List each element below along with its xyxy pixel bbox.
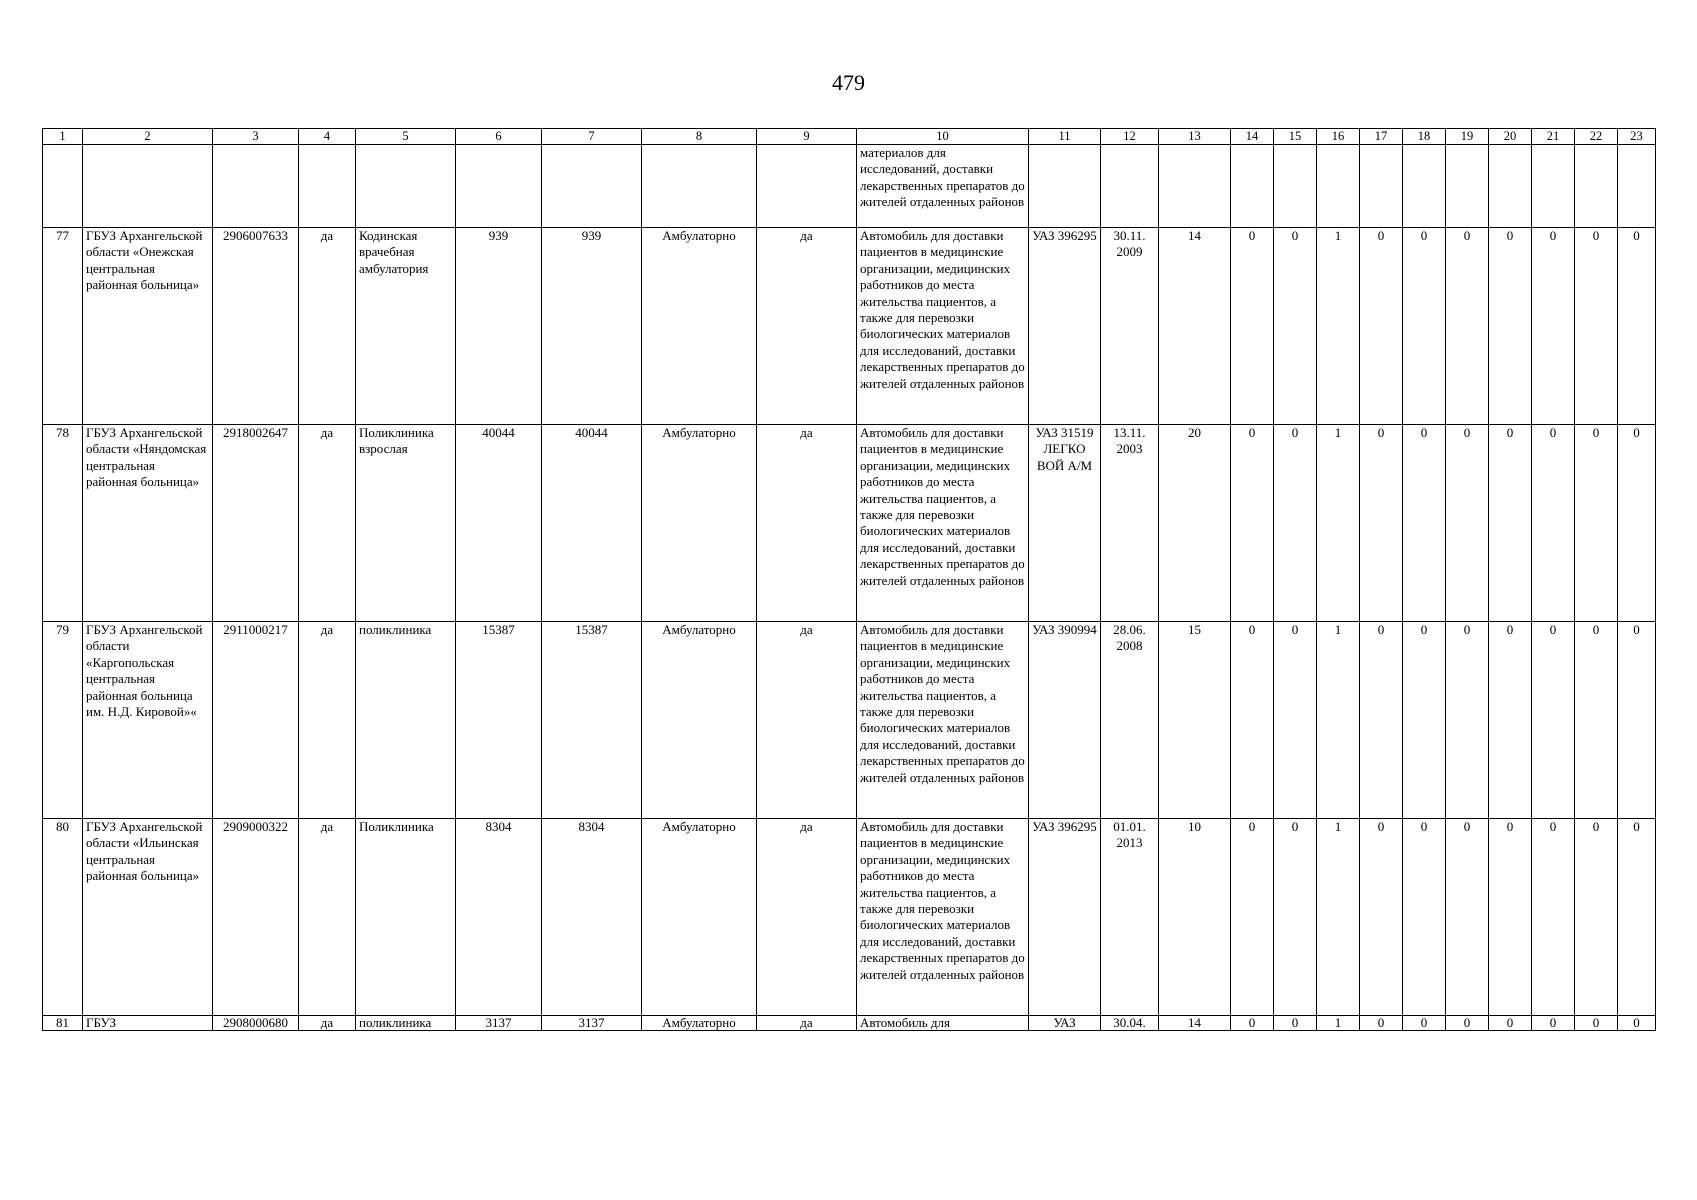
cell-col-15: 0 <box>1274 228 1317 425</box>
cell-col-15: 0 <box>1274 425 1317 622</box>
cell-col-17: 0 <box>1360 622 1403 819</box>
unit-name: Кодинская врачебная амбулатория <box>356 228 456 425</box>
cell-col-22: 0 <box>1575 1016 1618 1031</box>
registry-table <box>42 128 1656 1031</box>
cell-col-22: 0 <box>1575 819 1618 1016</box>
continuation-row <box>43 145 1656 228</box>
vehicle-purpose: Автомобиль для доставки пациентов в медицинские организации, медицинских работников до места жительства пациентов, а также для перевозки биологических материалов для исследований, доставки лекарственных препаратов до жителей отдаленных районов <box>857 228 1029 425</box>
cell-col-19: 0 <box>1446 1016 1489 1031</box>
col-header-13: 13 <box>1159 129 1231 145</box>
col-header-11: 11 <box>1029 129 1101 145</box>
cell-col-6: 8304 <box>456 819 542 1016</box>
cell-col-13: 14 <box>1159 228 1231 425</box>
col-header-21: 21 <box>1532 129 1575 145</box>
cell-col-9: да <box>757 425 857 622</box>
vehicle-model: УАЗ 390994 <box>1029 622 1101 819</box>
vehicle-model: УАЗ <box>1029 1016 1101 1031</box>
cell-col-15: 0 <box>1274 1016 1317 1031</box>
col-header-12: 12 <box>1101 129 1159 145</box>
cell-col-17: 0 <box>1360 819 1403 1016</box>
cell-col-23: 0 <box>1618 622 1656 819</box>
cell-col-7: 15387 <box>542 622 642 819</box>
cell-col-20: 0 <box>1489 1016 1532 1031</box>
cell-col-20: 0 <box>1489 622 1532 819</box>
col-header-7: 7 <box>542 129 642 145</box>
cell-col-16: 1 <box>1317 622 1360 819</box>
organization-name: ГБУЗ Архангельской области «Няндомская центральная районная больница» <box>83 425 213 622</box>
cell-col-4: да <box>299 1016 356 1031</box>
cell-col-13: 10 <box>1159 819 1231 1016</box>
cell-col-21: 0 <box>1532 228 1575 425</box>
organization-name: ГБУЗ <box>83 1016 213 1031</box>
cell-col-16: 1 <box>1317 819 1360 1016</box>
cell-col-4: да <box>299 622 356 819</box>
unit-name: поликлиника <box>356 622 456 819</box>
row-number: 81 <box>43 1016 83 1031</box>
col-header-4: 4 <box>299 129 356 145</box>
col-header-14: 14 <box>1231 129 1274 145</box>
cell-col-23: 0 <box>1618 228 1656 425</box>
cell-col-19: 0 <box>1446 425 1489 622</box>
col-header-18: 18 <box>1403 129 1446 145</box>
cell-col-20: 0 <box>1489 425 1532 622</box>
unit-name: Поликлиника <box>356 819 456 1016</box>
cell-col-21: 0 <box>1532 819 1575 1016</box>
cell-col-20: 0 <box>1489 228 1532 425</box>
vehicle-model: УАЗ 396295 <box>1029 228 1101 425</box>
cell-col-14: 0 <box>1231 425 1274 622</box>
vehicle-date: 13.11. 2003 <box>1101 425 1159 622</box>
col-header-23: 23 <box>1618 129 1656 145</box>
cell-col-16: 1 <box>1317 228 1360 425</box>
row-number: 78 <box>43 425 83 622</box>
cell-col-6: 40044 <box>456 425 542 622</box>
col-header-10: 10 <box>857 129 1029 145</box>
cell-col-6: 3137 <box>456 1016 542 1031</box>
cell-col-23: 0 <box>1618 1016 1656 1031</box>
cell-col-23: 0 <box>1618 819 1656 1016</box>
unit-name: Поликлиника взрослая <box>356 425 456 622</box>
vehicle-purpose: Автомобиль для доставки пациентов в медицинские организации, медицинских работников до места жительства пациентов, а также для перевозки биологических материалов для исследований, доставки лекарственных препаратов до жителей отдаленных районов <box>857 819 1029 1016</box>
cell-col-9: да <box>757 228 857 425</box>
cell-col-18: 0 <box>1403 1016 1446 1031</box>
vehicle-date: 30.04. <box>1101 1016 1159 1031</box>
cell-col-17: 0 <box>1360 1016 1403 1031</box>
col-header-1: 1 <box>43 129 83 145</box>
cell-col-16: 1 <box>1317 1016 1360 1031</box>
cell-col-14: 0 <box>1231 1016 1274 1031</box>
cell-col-21: 0 <box>1532 425 1575 622</box>
organization-name: ГБУЗ Архангельской области «Онежская центральная районная больница» <box>83 228 213 425</box>
cell-col-18: 0 <box>1403 228 1446 425</box>
cell-col-7: 939 <box>542 228 642 425</box>
cell-col-7: 8304 <box>542 819 642 1016</box>
cell-col-17: 0 <box>1360 228 1403 425</box>
vehicle-model: УАЗ 31519 ЛЕГКО ВОЙ А/М <box>1029 425 1101 622</box>
cell-col-13: 15 <box>1159 622 1231 819</box>
vehicle-date: 30.11. 2009 <box>1101 228 1159 425</box>
care-type: Амбулаторно <box>642 819 757 1016</box>
col-header-5: 5 <box>356 129 456 145</box>
cell-col-4: да <box>299 819 356 1016</box>
inn: 2918002647 <box>213 425 299 622</box>
vehicle-date: 28.06. 2008 <box>1101 622 1159 819</box>
vehicle-purpose: Автомобиль для <box>857 1016 1029 1031</box>
col-header-20: 20 <box>1489 129 1532 145</box>
cell-col-19: 0 <box>1446 622 1489 819</box>
vehicle-purpose: Автомобиль для доставки пациентов в медицинские организации, медицинских работников до места жительства пациентов, а также для перевозки биологических материалов для исследований, доставки лекарственных препаратов до жителей отдаленных районов <box>857 622 1029 819</box>
table-row <box>43 1016 1656 1031</box>
inn: 2906007633 <box>213 228 299 425</box>
col-header-17: 17 <box>1360 129 1403 145</box>
cell-col-22: 0 <box>1575 425 1618 622</box>
table-row <box>43 228 1656 425</box>
col-header-15: 15 <box>1274 129 1317 145</box>
cell-col-21: 0 <box>1532 1016 1575 1031</box>
cell-col-15: 0 <box>1274 622 1317 819</box>
cell-col-9: да <box>757 622 857 819</box>
cell-col-4: да <box>299 228 356 425</box>
col-header-6: 6 <box>456 129 542 145</box>
cell-col-22: 0 <box>1575 228 1618 425</box>
cell-col-19: 0 <box>1446 228 1489 425</box>
cell-col-4: да <box>299 425 356 622</box>
col-header-16: 16 <box>1317 129 1360 145</box>
cell-col-9: да <box>757 1016 857 1031</box>
cell-col-17: 0 <box>1360 425 1403 622</box>
cell-col-18: 0 <box>1403 622 1446 819</box>
cell-col-14: 0 <box>1231 819 1274 1016</box>
cell-col-6: 15387 <box>456 622 542 819</box>
cell-col-15: 0 <box>1274 819 1317 1016</box>
cell-col-14: 0 <box>1231 622 1274 819</box>
row-number: 80 <box>43 819 83 1016</box>
vehicle-date: 01.01. 2013 <box>1101 819 1159 1016</box>
cell-col-18: 0 <box>1403 819 1446 1016</box>
cell-col-21: 0 <box>1532 622 1575 819</box>
cell-col-22: 0 <box>1575 622 1618 819</box>
cell-col-13: 14 <box>1159 1016 1231 1031</box>
cell-col-13: 20 <box>1159 425 1231 622</box>
col-header-3: 3 <box>213 129 299 145</box>
vehicle-purpose: Автомобиль для доставки пациентов в медицинские организации, медицинских работников до места жительства пациентов, а также для перевозки биологических материалов для исследований, доставки лекарственных препаратов до жителей отдаленных районов <box>857 425 1029 622</box>
unit-name: поликлиника <box>356 1016 456 1031</box>
col-header-2: 2 <box>83 129 213 145</box>
table-row <box>43 425 1656 622</box>
table-row <box>43 622 1656 819</box>
inn: 2908000680 <box>213 1016 299 1031</box>
inn: 2909000322 <box>213 819 299 1016</box>
organization-name: ГБУЗ Архангельской области «Каргопольская центральная районная больница им. Н.Д. Кировой»« <box>83 622 213 819</box>
cell-col-23: 0 <box>1618 425 1656 622</box>
col-header-22: 22 <box>1575 129 1618 145</box>
care-type: Амбулаторно <box>642 1016 757 1031</box>
cell-col-19: 0 <box>1446 819 1489 1016</box>
cell-col-14: 0 <box>1231 228 1274 425</box>
care-type: Амбулаторно <box>642 622 757 819</box>
col-header-19: 19 <box>1446 129 1489 145</box>
cell-col-18: 0 <box>1403 425 1446 622</box>
care-type: Амбулаторно <box>642 228 757 425</box>
inn: 2911000217 <box>213 622 299 819</box>
cell-col-7: 40044 <box>542 425 642 622</box>
organization-name: ГБУЗ Архангельской области «Ильинская центральная районная больница» <box>83 819 213 1016</box>
vehicle-model: УАЗ 396295 <box>1029 819 1101 1016</box>
row-number: 79 <box>43 622 83 819</box>
cell-col-20: 0 <box>1489 819 1532 1016</box>
column-number-row <box>43 129 1656 145</box>
col-header-8: 8 <box>642 129 757 145</box>
cell-col-9: да <box>757 819 857 1016</box>
care-type: Амбулаторно <box>642 425 757 622</box>
row-number: 77 <box>43 228 83 425</box>
col-header-9: 9 <box>757 129 857 145</box>
cell-col-7: 3137 <box>542 1016 642 1031</box>
cell-col-16: 1 <box>1317 425 1360 622</box>
page-number: 479 <box>832 70 865 95</box>
purpose-continuation: материалов для исследований, доставки лекарственных препаратов до жителей отдаленных районов <box>857 145 1029 228</box>
cell-col-6: 939 <box>456 228 542 425</box>
table-row <box>43 819 1656 1016</box>
